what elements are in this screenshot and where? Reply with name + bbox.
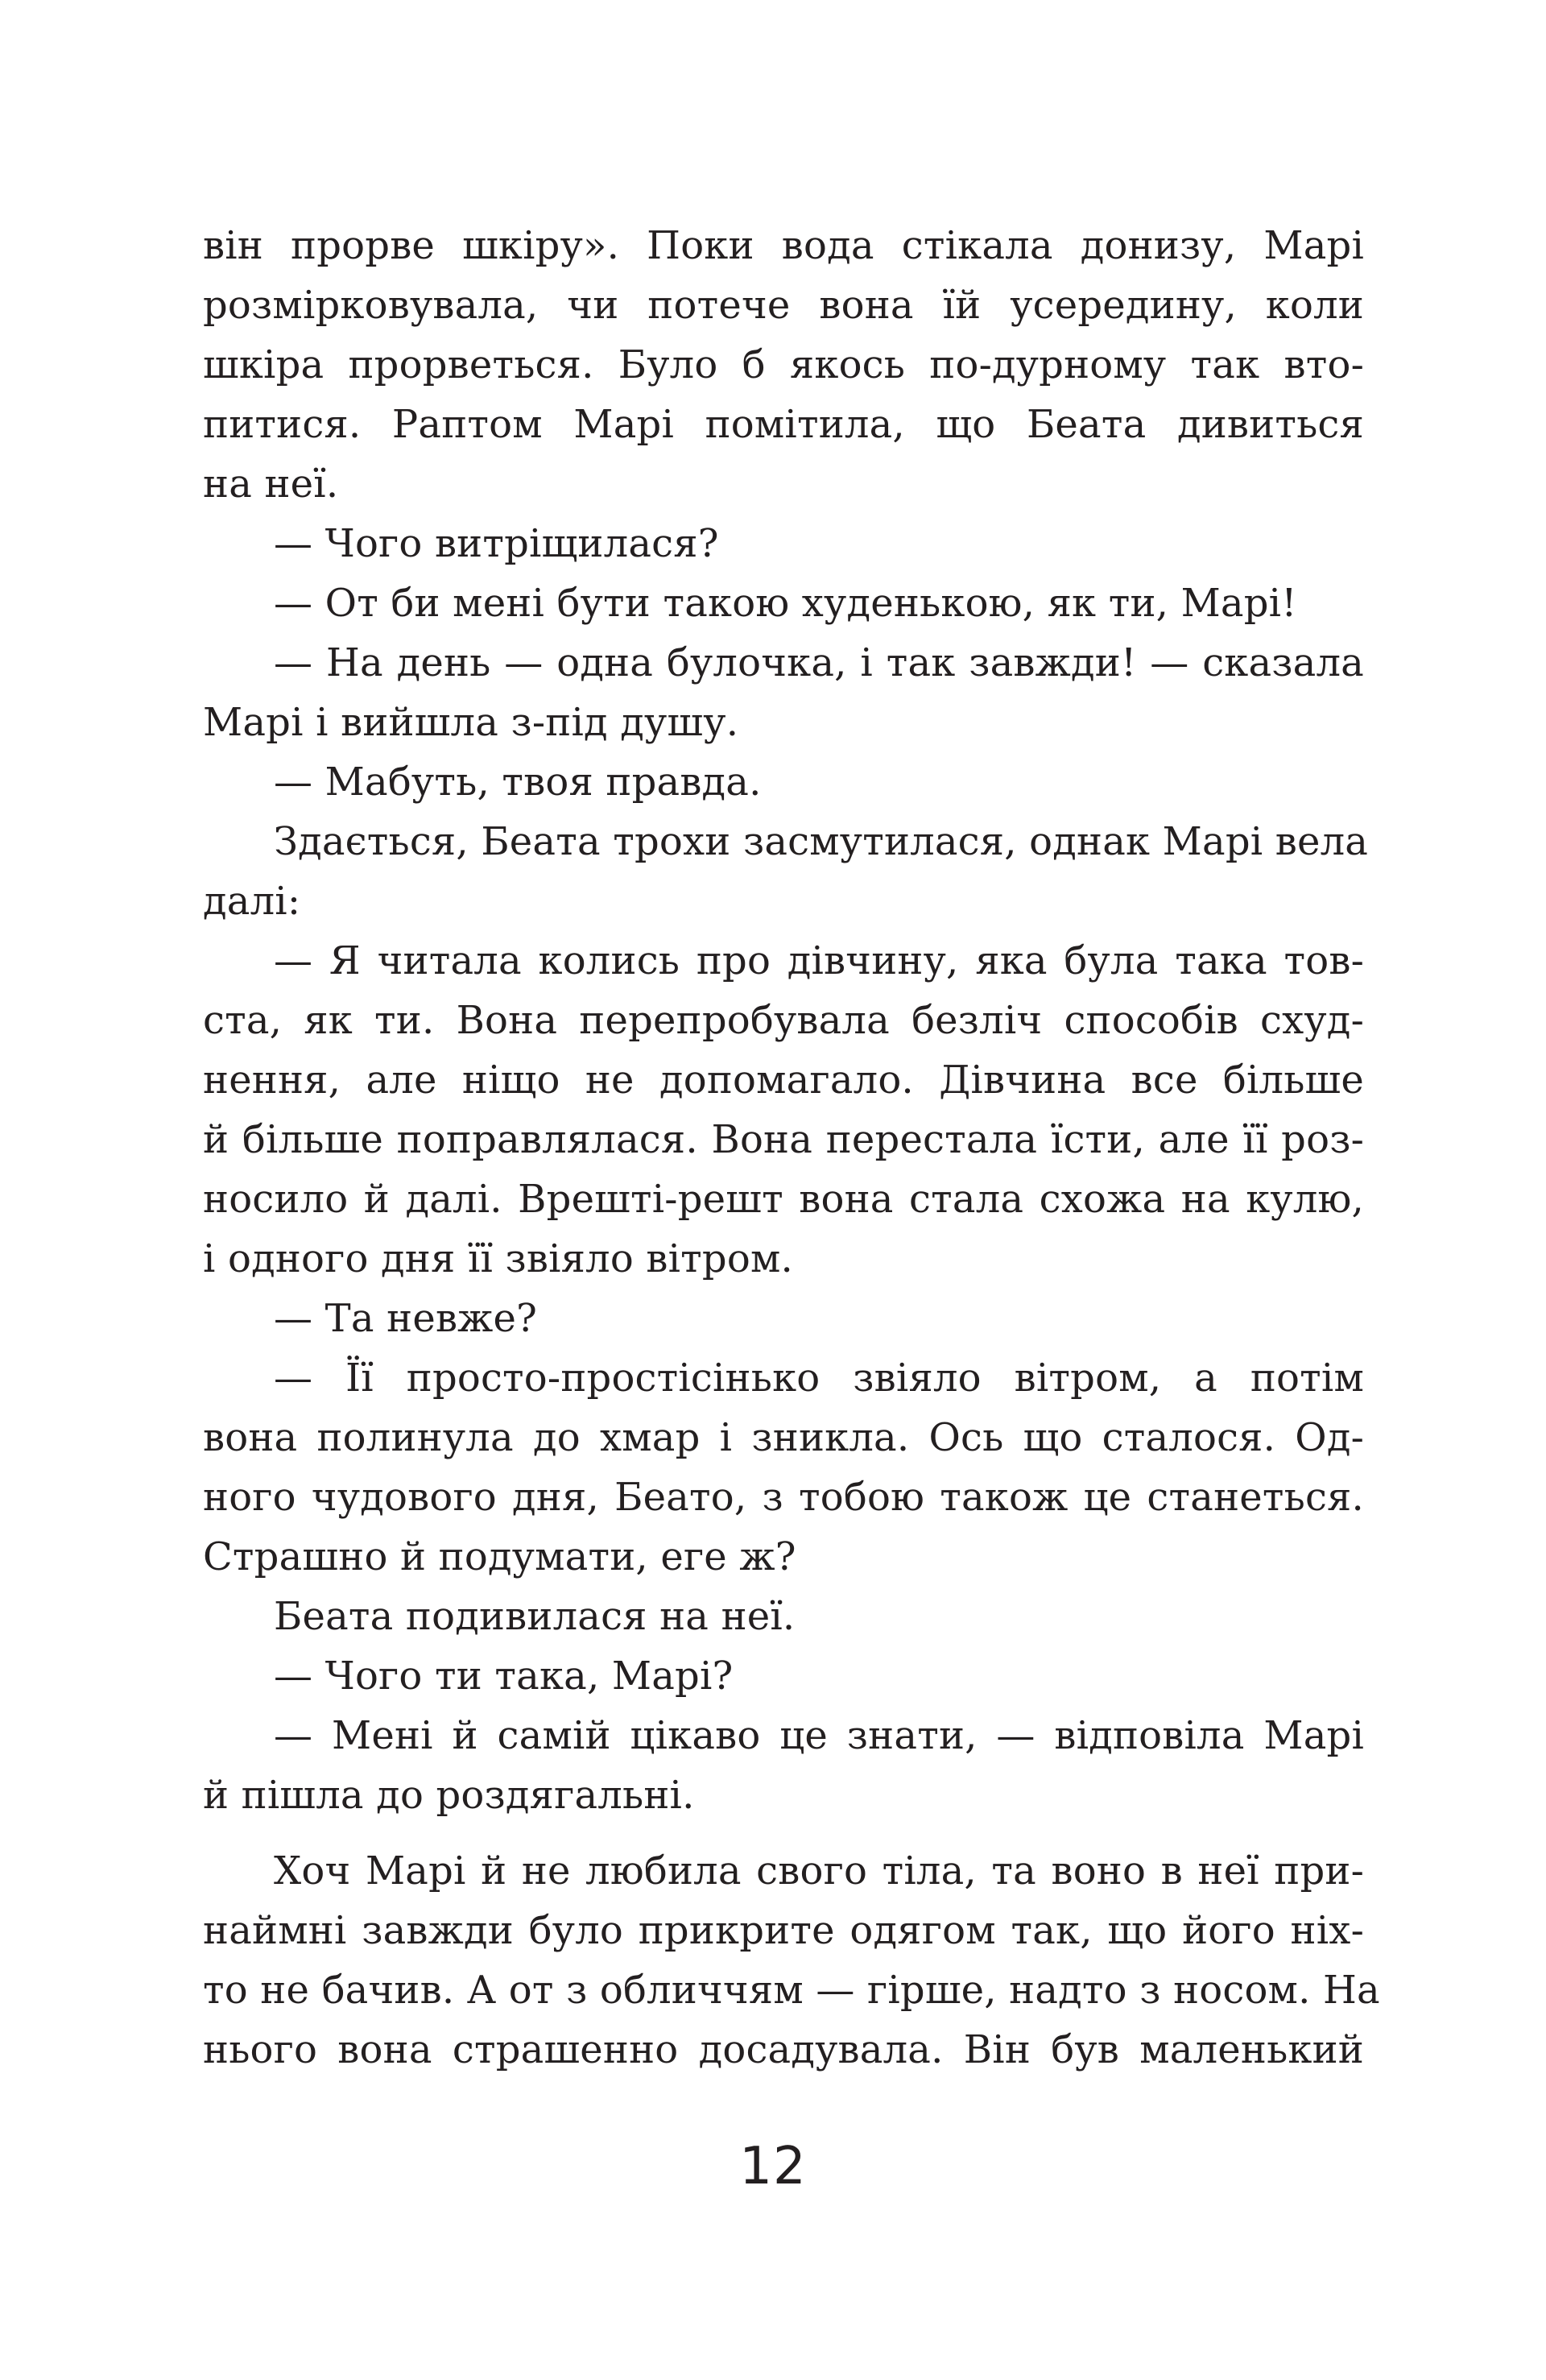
text-line: Марі і вийшла з-під душу. bbox=[203, 700, 739, 745]
dialogue-line: — Та невже? bbox=[274, 1296, 538, 1341]
text-line: розмірковувала, чи потече вона їй усередину, коли bbox=[203, 283, 1364, 328]
text-line: шкіра прорветься. Було б якось по-дурному так вто- bbox=[203, 342, 1364, 387]
dialogue-line: — Чого ти така, Марі? bbox=[274, 1654, 734, 1699]
text-line: й пішла до роздягальні. bbox=[203, 1773, 695, 1818]
text-line: на неї. bbox=[203, 462, 339, 507]
dialogue-line: — Чого витріщилася? bbox=[274, 521, 719, 566]
text-line: питися. Раптом Марі помітила, що Беата дивиться bbox=[203, 402, 1364, 447]
paragraph-first-line: Хоч Марі й не любила свого тіла, та воно в неї при- bbox=[274, 1848, 1364, 1894]
text-line: ного чудового дня, Беато, з тобою також це станеться. bbox=[203, 1475, 1364, 1520]
text-line: то не бачив. А от з обличчям — гірше, надто з носом. На bbox=[203, 1968, 1380, 2013]
dialogue-line: — От би мені бути такою худенькою, як ти, Марі! bbox=[274, 581, 1297, 626]
page-number: 12 bbox=[739, 2137, 807, 2196]
text-line: й більше поправлялася. Вона перестала їсти, але її роз- bbox=[203, 1117, 1364, 1162]
text-line: нього вона страшенно досадувала. Він був маленький bbox=[203, 2027, 1364, 2072]
dialogue-line: — На день — одна булочка, і так завжди! — сказала bbox=[274, 640, 1364, 685]
paragraph-first-line: Здається, Беата трохи засмутилася, однак Марі вела bbox=[274, 819, 1369, 864]
dialogue-line: — Мабуть, твоя правда. bbox=[274, 760, 762, 805]
dialogue-line: — Її просто-простісінько звіяло вітром, а потім bbox=[274, 1356, 1364, 1401]
text-line: ста, як ти. Вона перепробувала безліч способів схуд- bbox=[203, 998, 1364, 1043]
dialogue-line: — Я читала колись про дівчину, яка була така тов- bbox=[274, 938, 1364, 983]
text-line: вона полинула до хмар і зникла. Ось що сталося. Од- bbox=[203, 1415, 1364, 1460]
text-line: і одного дня її звіяло вітром. bbox=[203, 1236, 793, 1281]
text-line: він прорве шкіру». Поки вода стікала донизу, Марі bbox=[203, 223, 1364, 268]
text-line: наймні завжди було прикрите одягом так, що його ніх- bbox=[203, 1908, 1364, 1953]
text-line: далі: bbox=[203, 879, 301, 924]
text-line: нення, але ніщо не допомагало. Дівчина все більше bbox=[203, 1058, 1364, 1103]
text-line: Страшно й подумати, еге ж? bbox=[203, 1534, 796, 1579]
paragraph-first-line: Беата подивилася на неї. bbox=[274, 1594, 796, 1639]
dialogue-line: — Мені й самій цікаво це знати, — відповіла Марі bbox=[274, 1713, 1364, 1758]
body-text bbox=[203, 216, 1380, 2080]
text-line: носило й далі. Врешті-решт вона стала схожа на кулю, bbox=[203, 1177, 1364, 1222]
